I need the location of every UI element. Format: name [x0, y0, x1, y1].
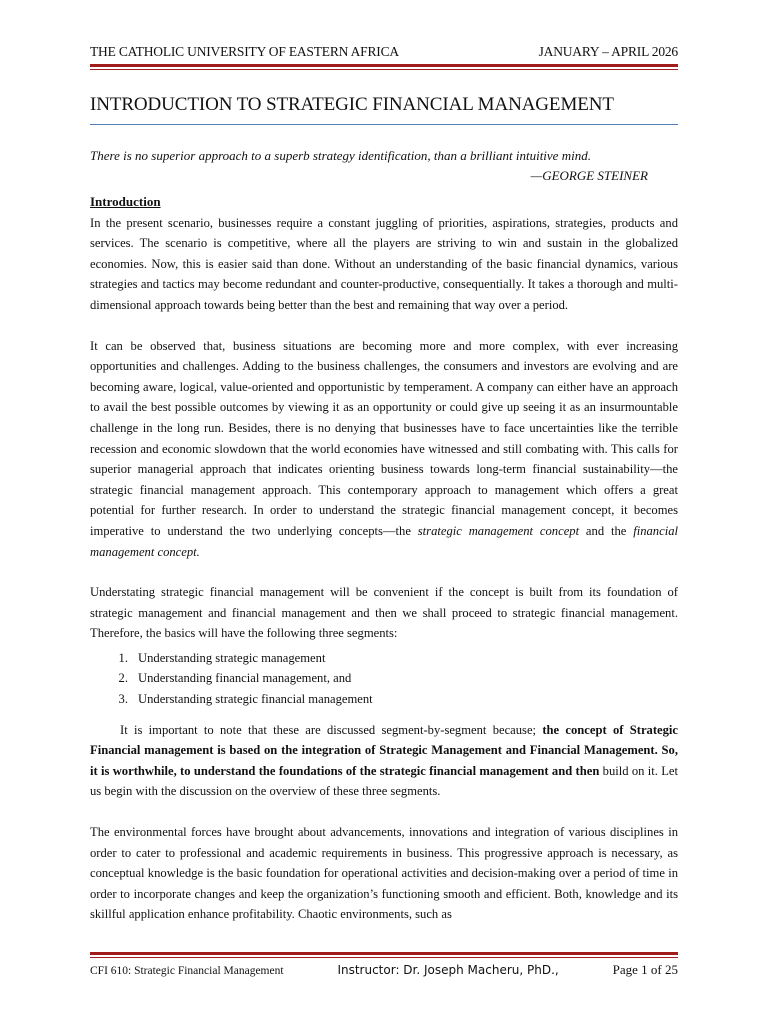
- list-item: [90, 689, 678, 710]
- list-item-number: 1.: [118, 650, 128, 665]
- financial-management-concept-term: financial management concept.: [90, 523, 678, 559]
- paragraph-5: The environmental forces have brought about advancements, innovations and integration of various disciplines in order to cater to professional and academic requirements in business. This progressive approach is necessary, as conceptual knowledge is the basic foundation for operational activities and decision-making over a period of time in order to incorporate changes and keep the organization’s functioning smooth and efficient. Both, knowledge and its skillful application enhance profitability. Chaotic environments, such as: [90, 825, 678, 922]
- list-item-number: 2.: [118, 671, 128, 686]
- list-item: [90, 668, 678, 689]
- header-rule-thick: [90, 64, 678, 67]
- page-number: Page 1 of 25: [612, 962, 678, 977]
- institution-name: THE CATHOLIC UNIVERSITY OF EASTERN AFRICA: [90, 44, 399, 59]
- page-footer: [90, 962, 678, 978]
- paragraph-1: In the present scenario, businesses require a constant juggling of priorities, aspirations, strategies, products and services. The scenario is competitive, where all the players are striving to win and sustain in the globalized economies. Now, this is easier said than done. Without an understanding of the basic financial dynamics, various strategies and tactics may become redundant and counter-productive, consequentially. It takes a thorough and multi-dimensional approach towards being better than the best and remaining that way over a period.: [90, 215, 678, 312]
- segment-list: [90, 648, 678, 710]
- course-name: CFI 610: Strategic Financial Management: [90, 965, 284, 977]
- header-rule-thin: [90, 69, 678, 70]
- term-label: JANUARY – APRIL 2026: [538, 44, 678, 59]
- paragraph-2-text: It can be observed that, business situations are becoming more and more complex, with ever increasing opportunities and challenges. Adding to the business challenges, the consumers and investors are evolving and are becoming aware, logical, value-oriented and opportunistic by temperament. A company can either have an approach to avail the best possible outcomes by viewing it as an opportunity or could give up seeing it as an insurmountable challenge in the long run. Besides, there is no denying that businesses have to face uncertainties like the terrible recession and economic slowdown that the world economies have witnessed and still combating with. This calls for superior managerial approach that indicates orienting business towards long-term financial sustainability—the strategic financial management approach. This contemporary approach to management which offers a great potential for further research. In order to understand the strategic financial management concept, it becomes imperative to understand the two underlying concepts—the: [90, 338, 678, 538]
- document-body: [90, 146, 678, 925]
- paragraph-4-end: build on it. Let us begin with the discussion on the overview of these three segments.: [90, 763, 678, 799]
- paragraph-3: Understating strategic financial management will be convenient if the concept is built from its foundation of strategic management and financial management and then we shall proceed to strategic financial management. Therefore, the basics will have the following three segments:: [90, 585, 678, 641]
- list-item-text: Understanding financial management, and: [138, 671, 352, 686]
- strategic-management-concept-term: strategic management concept: [417, 523, 580, 538]
- title-underline-rule: [90, 124, 678, 125]
- epigraph-quote: There is no superior approach to a superb strategy identification, than a brilliant intuitive mind.: [90, 148, 591, 163]
- footer-rule-thin: [90, 957, 678, 958]
- list-item: [90, 648, 678, 669]
- page-header: [90, 44, 678, 60]
- section-heading-introduction: Introduction: [90, 194, 161, 209]
- epigraph-author: —GEORGE STEINER: [530, 168, 648, 183]
- list-item-number: 3.: [118, 692, 128, 707]
- paragraph-2: [90, 336, 678, 563]
- document-title: INTRODUCTION TO STRATEGIC FINANCIAL MANAGEMENT: [90, 94, 614, 115]
- paragraph-4: [90, 720, 678, 802]
- paragraph-4-emphasis: the concept of Strategic Financial management is based on the integration of Strategic Management and Financial Management. So, it is worthwhile, to understand the foundations of the strategic financial management and then: [90, 722, 678, 778]
- paragraph-2-connector: and the: [579, 523, 634, 538]
- list-item-text: Understanding strategic management: [138, 650, 326, 665]
- list-item-text: Understanding strategic financial management: [138, 692, 373, 707]
- instructor-name: Instructor: Dr. Joseph Macheru, PhD.,: [337, 963, 559, 977]
- footer-rule-thick: [90, 952, 678, 955]
- paragraph-4-start: It is important to note that these are discussed segment-by-segment because;: [120, 722, 543, 737]
